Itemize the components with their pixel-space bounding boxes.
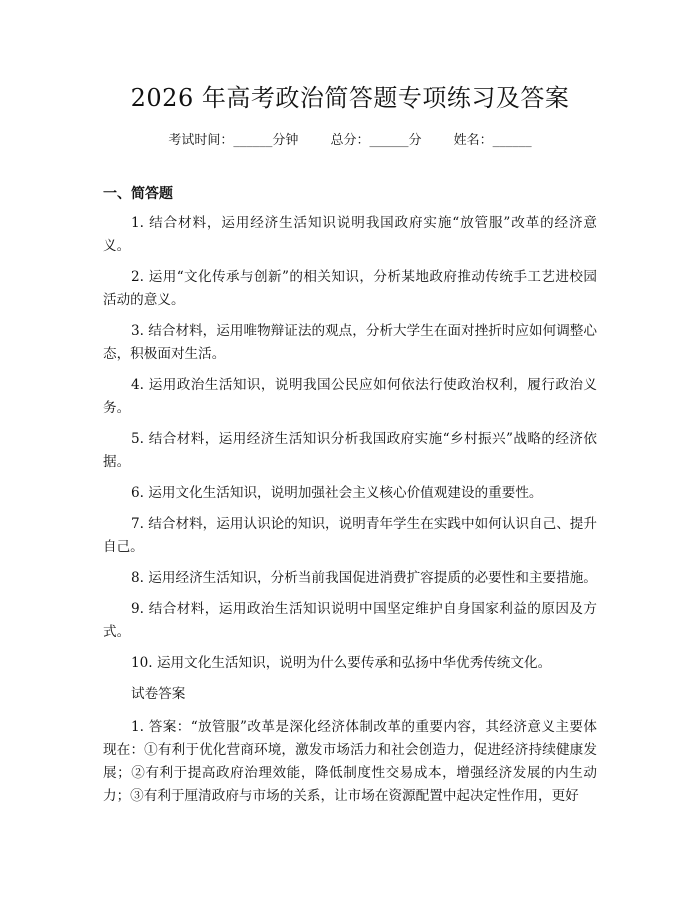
question-item: 6. 运用文化生活知识，说明加强社会主义核心价值观建设的重要性。 [131, 485, 543, 501]
exam-info-line [103, 130, 597, 152]
question-item: 2. 运用“文化传承与创新”的相关知识，分析某地政府推动传统手工艺进校园活动的意义。 [103, 269, 597, 308]
question-item: 4. 运用政治生活知识，说明我国公民应如何依法行使政治权利，履行政治义务。 [103, 377, 597, 416]
student-name-field: 姓名：______ [453, 133, 532, 148]
section-heading: 一、简答题 [103, 186, 173, 202]
question-list [103, 212, 597, 675]
answers-heading: 试卷答案 [131, 686, 186, 702]
question-item: 7. 结合材料，运用认识论的知识，说明青年学生在实践中如何认识自己、提升自己。 [103, 516, 597, 555]
question-item: 10. 运用文化生活知识，说明为什么要传承和弘扬中华优秀传统文化。 [131, 655, 552, 671]
question-item: 8. 运用经济生活知识，分析当前我国促进消费扩容提质的必要性和主要措施。 [131, 570, 597, 586]
question-item: 3. 结合材料，运用唯物辩证法的观点，分析大学生在面对挫折时应如何调整心态，积极面对生活。 [103, 323, 597, 362]
total-score-field: 总分：______分 [330, 133, 422, 148]
question-item: 1. 结合材料，运用经济生活知识说明我国政府实施“放管服”改革的经济意义。 [103, 215, 597, 254]
answer-item: 1. 答案：“放管服”改革是深化经济体制改革的重要内容，其经济意义主要体现在：①有利于优化营商环境，激发市场活力和社会创造力，促进经济持续健康发展；②有利于提高政府治理效能，降低制度性交易成本，增强经济发展的内生动力；③有利于厘清政府与市场的关系，让市场在资源配置中起决定性作用，更好 [103, 719, 597, 804]
exam-time-field: 考试时间：______分钟 [168, 133, 299, 148]
question-item: 5. 结合材料，运用经济生活知识分析我国政府实施“乡村振兴”战略的经济依据。 [103, 431, 597, 470]
question-item: 9. 结合材料，运用政治生活知识说明中国坚定维护自身国家利益的原因及方式。 [103, 601, 597, 640]
page-title: 2026 年高考政治简答题专项练习及答案 [130, 84, 570, 112]
